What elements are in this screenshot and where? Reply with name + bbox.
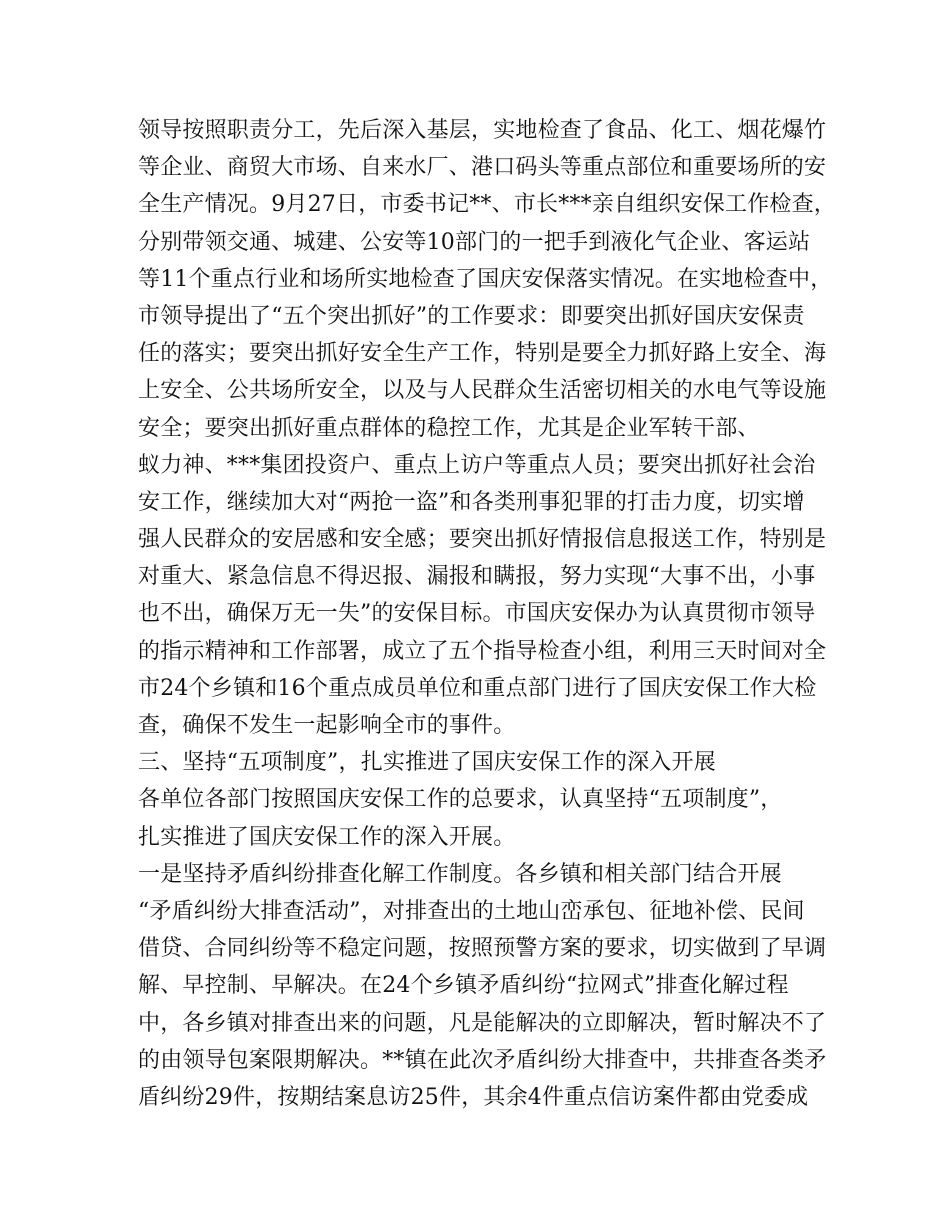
text-line: 安工作，继续加大对“两抢一盗”和各类刑事犯罪的打击力度，切实增 bbox=[138, 489, 805, 515]
text-line: 的由领导包案限期解决。**镇在此次矛盾纠纷大排查中，共排查各类矛 bbox=[138, 1047, 827, 1073]
body-text bbox=[138, 112, 836, 1116]
text-line: 对重大、紧急信息不得迟报、漏报和瞒报，努力实现“大事不出，小事 bbox=[138, 564, 816, 590]
text-line: 上安全、公共场所安全，以及与人民群众生活密切相关的水电气等设施 bbox=[138, 378, 827, 404]
section-heading: 三、坚持“五项制度”，扎实推进了国庆安保工作的深入开展 bbox=[138, 750, 716, 776]
text-line: 市领导提出了“五个突出抓好”的工作要求：即要突出抓好国庆安保责 bbox=[138, 303, 805, 329]
text-line: 安全；要突出抓好重点群体的稳控工作，尤其是企业军转干部、 bbox=[138, 415, 760, 441]
text-line: 一是坚持矛盾纠纷排查化解工作制度。各乡镇和相关部门结合开展 bbox=[138, 861, 782, 887]
text-line: 等企业、商贸大市场、自来水厂、港口码头等重点部位和重要场所的安 bbox=[138, 155, 827, 181]
text-line: 任的落实；要突出抓好安全生产工作，特别是要全力抓好路上安全、海 bbox=[138, 341, 827, 367]
text-line: 强人民群众的安居感和安全感；要突出抓好情报信息报送工作，特别是 bbox=[138, 527, 827, 553]
text-line: 盾纠纷29件，按期结案息访25件，其余4件重点信访案件都由党委成 bbox=[138, 1084, 809, 1110]
text-line: 市24个乡镇和16个重点成员单位和重点部门进行了国庆安保工作大检 bbox=[138, 675, 817, 701]
text-line: 解、早控制、早解决。在24个乡镇矛盾纠纷“拉网式”排查化解过程 bbox=[138, 973, 789, 999]
text-line: 领导按照职责分工，先后深入基层，实地检查了食品、化工、烟花爆竹 bbox=[138, 118, 827, 143]
text-line: 扎实推进了国庆安保工作的深入开展。 bbox=[138, 824, 516, 850]
text-line: 等11个重点行业和场所实地检查了国庆安保落实情况。在实地检查中， bbox=[138, 266, 833, 292]
text-line: 中，各乡镇对排查出来的问题，凡是能解决的立即解决，暂时解决不了 bbox=[138, 1010, 827, 1036]
text-line: 蚁力神、***集团投资户、重点上访户等重点人员；要突出抓好社会治 bbox=[138, 452, 816, 478]
text-line: 借贷、合同纠纷等不稳定问题，按照预警方案的要求，切实做到了早调 bbox=[138, 936, 827, 962]
text-line: 查，确保不发生一起影响全市的事件。 bbox=[138, 713, 516, 738]
text-line: “矛盾纠纷大排查活动”，对排查出的土地山峦承包、征地补偿、民间 bbox=[138, 898, 805, 924]
text-line: 的指示精神和工作部署，成立了五个指导检查小组，利用三天时间对全 bbox=[138, 638, 827, 664]
text-line: 各单位各部门按照国庆安保工作的总要求，认真坚持“五项制度”， bbox=[138, 787, 783, 813]
text-line: 也不出，确保万无一失”的安保目标。市国庆安保办为认真贯彻市领导 bbox=[138, 601, 816, 627]
text-line: 分别带领交通、城建、公安等10部门的一把手到液化气企业、客运站 bbox=[138, 229, 811, 255]
text-line: 全生产情况。9月27日，市委书记**、市长***亲自组织安保工作检查， bbox=[138, 192, 836, 218]
